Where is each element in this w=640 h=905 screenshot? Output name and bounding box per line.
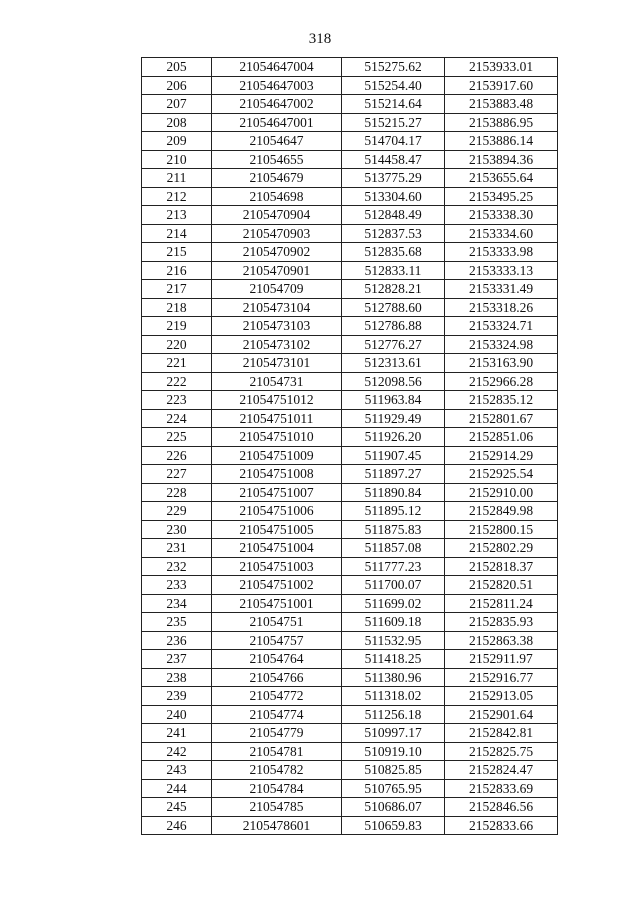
coordinate-table	[141, 57, 558, 835]
point-id-cell: 21054766	[212, 668, 342, 687]
x-coordinate-cell: 510765.95	[342, 779, 445, 798]
row-number-cell: 211	[142, 169, 212, 188]
y-coordinate-cell: 2153495.25	[445, 187, 558, 206]
x-coordinate-cell: 513775.29	[342, 169, 445, 188]
point-id-cell: 21054751001	[212, 594, 342, 613]
row-number-cell: 217	[142, 280, 212, 299]
point-id-cell: 21054647003	[212, 76, 342, 95]
y-coordinate-cell: 2152851.06	[445, 428, 558, 447]
y-coordinate-cell: 2152914.29	[445, 446, 558, 465]
point-id-cell: 21054751009	[212, 446, 342, 465]
coordinate-table-body	[142, 58, 558, 835]
x-coordinate-cell: 511907.45	[342, 446, 445, 465]
point-id-cell: 21054709	[212, 280, 342, 299]
y-coordinate-cell: 2152842.81	[445, 724, 558, 743]
y-coordinate-cell: 2152825.75	[445, 742, 558, 761]
x-coordinate-cell: 511929.49	[342, 409, 445, 428]
table-row	[142, 742, 558, 761]
row-number-cell: 246	[142, 816, 212, 835]
table-row	[142, 798, 558, 817]
point-id-cell: 21054751005	[212, 520, 342, 539]
point-id-cell: 21054655	[212, 150, 342, 169]
row-number-cell: 219	[142, 317, 212, 336]
x-coordinate-cell: 513304.60	[342, 187, 445, 206]
row-number-cell: 210	[142, 150, 212, 169]
table-row	[142, 557, 558, 576]
x-coordinate-cell: 511963.84	[342, 391, 445, 410]
table-row	[142, 132, 558, 151]
x-coordinate-cell: 510659.83	[342, 816, 445, 835]
row-number-cell: 209	[142, 132, 212, 151]
y-coordinate-cell: 2152849.98	[445, 502, 558, 521]
x-coordinate-cell: 512848.49	[342, 206, 445, 225]
table-row	[142, 631, 558, 650]
table-row	[142, 317, 558, 336]
point-id-cell: 21054751002	[212, 576, 342, 595]
x-coordinate-cell: 512313.61	[342, 354, 445, 373]
table-row	[142, 243, 558, 262]
row-number-cell: 224	[142, 409, 212, 428]
point-id-cell: 21054751006	[212, 502, 342, 521]
table-row	[142, 668, 558, 687]
row-number-cell: 233	[142, 576, 212, 595]
y-coordinate-cell: 2152925.54	[445, 465, 558, 484]
row-number-cell: 225	[142, 428, 212, 447]
y-coordinate-cell: 2152833.66	[445, 816, 558, 835]
table-row	[142, 761, 558, 780]
table-row	[142, 576, 558, 595]
y-coordinate-cell: 2152846.56	[445, 798, 558, 817]
table-row	[142, 594, 558, 613]
y-coordinate-cell: 2152811.24	[445, 594, 558, 613]
table-row	[142, 354, 558, 373]
table-row	[142, 465, 558, 484]
row-number-cell: 223	[142, 391, 212, 410]
y-coordinate-cell: 2153333.98	[445, 243, 558, 262]
row-number-cell: 207	[142, 95, 212, 114]
row-number-cell: 236	[142, 631, 212, 650]
y-coordinate-cell: 2153324.71	[445, 317, 558, 336]
point-id-cell: 21054782	[212, 761, 342, 780]
point-id-cell: 2105470902	[212, 243, 342, 262]
table-row	[142, 409, 558, 428]
y-coordinate-cell: 2153886.95	[445, 113, 558, 132]
x-coordinate-cell: 511890.84	[342, 483, 445, 502]
x-coordinate-cell: 511857.08	[342, 539, 445, 558]
y-coordinate-cell: 2153163.90	[445, 354, 558, 373]
x-coordinate-cell: 511318.02	[342, 687, 445, 706]
x-coordinate-cell: 511875.83	[342, 520, 445, 539]
y-coordinate-cell: 2152835.12	[445, 391, 558, 410]
table-row	[142, 391, 558, 410]
point-id-cell: 21054757	[212, 631, 342, 650]
x-coordinate-cell: 512098.56	[342, 372, 445, 391]
row-number-cell: 205	[142, 58, 212, 77]
row-number-cell: 229	[142, 502, 212, 521]
row-number-cell: 234	[142, 594, 212, 613]
y-coordinate-cell: 2152801.67	[445, 409, 558, 428]
y-coordinate-cell: 2152916.77	[445, 668, 558, 687]
y-coordinate-cell: 2152901.64	[445, 705, 558, 724]
row-number-cell: 228	[142, 483, 212, 502]
y-coordinate-cell: 2153883.48	[445, 95, 558, 114]
table-row	[142, 169, 558, 188]
row-number-cell: 214	[142, 224, 212, 243]
point-id-cell: 21054751011	[212, 409, 342, 428]
point-id-cell: 21054731	[212, 372, 342, 391]
row-number-cell: 235	[142, 613, 212, 632]
y-coordinate-cell: 2153331.49	[445, 280, 558, 299]
table-row	[142, 724, 558, 743]
table-row	[142, 446, 558, 465]
y-coordinate-cell: 2152802.29	[445, 539, 558, 558]
y-coordinate-cell: 2152966.28	[445, 372, 558, 391]
point-id-cell: 21054781	[212, 742, 342, 761]
y-coordinate-cell: 2153886.14	[445, 132, 558, 151]
row-number-cell: 244	[142, 779, 212, 798]
x-coordinate-cell: 511926.20	[342, 428, 445, 447]
x-coordinate-cell: 512788.60	[342, 298, 445, 317]
row-number-cell: 212	[142, 187, 212, 206]
row-number-cell: 241	[142, 724, 212, 743]
row-number-cell: 221	[142, 354, 212, 373]
point-id-cell: 21054774	[212, 705, 342, 724]
row-number-cell: 215	[142, 243, 212, 262]
table-row	[142, 298, 558, 317]
y-coordinate-cell: 2152863.38	[445, 631, 558, 650]
table-row	[142, 483, 558, 502]
y-coordinate-cell: 2152910.00	[445, 483, 558, 502]
x-coordinate-cell: 511532.95	[342, 631, 445, 650]
table-row	[142, 150, 558, 169]
table-row	[142, 650, 558, 669]
row-number-cell: 237	[142, 650, 212, 669]
table-row	[142, 76, 558, 95]
x-coordinate-cell: 512786.88	[342, 317, 445, 336]
x-coordinate-cell: 512776.27	[342, 335, 445, 354]
row-number-cell: 218	[142, 298, 212, 317]
row-number-cell: 213	[142, 206, 212, 225]
x-coordinate-cell: 515214.64	[342, 95, 445, 114]
y-coordinate-cell: 2153917.60	[445, 76, 558, 95]
table-row	[142, 520, 558, 539]
y-coordinate-cell: 2152800.15	[445, 520, 558, 539]
x-coordinate-cell: 515254.40	[342, 76, 445, 95]
x-coordinate-cell: 511418.25	[342, 650, 445, 669]
table-row	[142, 335, 558, 354]
point-id-cell: 21054784	[212, 779, 342, 798]
y-coordinate-cell: 2152824.47	[445, 761, 558, 780]
point-id-cell: 21054647004	[212, 58, 342, 77]
y-coordinate-cell: 2152820.51	[445, 576, 558, 595]
table-row	[142, 502, 558, 521]
point-id-cell: 2105470901	[212, 261, 342, 280]
table-row	[142, 816, 558, 835]
table-row	[142, 95, 558, 114]
x-coordinate-cell: 511699.02	[342, 594, 445, 613]
table-row	[142, 428, 558, 447]
y-coordinate-cell: 2152835.93	[445, 613, 558, 632]
table-row	[142, 539, 558, 558]
point-id-cell: 2105470904	[212, 206, 342, 225]
row-number-cell: 216	[142, 261, 212, 280]
y-coordinate-cell: 2153655.64	[445, 169, 558, 188]
row-number-cell: 230	[142, 520, 212, 539]
x-coordinate-cell: 515215.27	[342, 113, 445, 132]
point-id-cell: 21054751012	[212, 391, 342, 410]
row-number-cell: 227	[142, 465, 212, 484]
row-number-cell: 240	[142, 705, 212, 724]
table-row	[142, 187, 558, 206]
y-coordinate-cell: 2153894.36	[445, 150, 558, 169]
x-coordinate-cell: 511700.07	[342, 576, 445, 595]
table-row	[142, 779, 558, 798]
row-number-cell: 231	[142, 539, 212, 558]
row-number-cell: 208	[142, 113, 212, 132]
x-coordinate-cell: 511256.18	[342, 705, 445, 724]
y-coordinate-cell: 2153933.01	[445, 58, 558, 77]
table-row	[142, 113, 558, 132]
point-id-cell: 2105473102	[212, 335, 342, 354]
row-number-cell: 232	[142, 557, 212, 576]
x-coordinate-cell: 511897.27	[342, 465, 445, 484]
point-id-cell: 21054751003	[212, 557, 342, 576]
point-id-cell: 21054779	[212, 724, 342, 743]
table-row	[142, 280, 558, 299]
point-id-cell: 21054751004	[212, 539, 342, 558]
x-coordinate-cell: 510997.17	[342, 724, 445, 743]
y-coordinate-cell: 2152913.05	[445, 687, 558, 706]
x-coordinate-cell: 510919.10	[342, 742, 445, 761]
x-coordinate-cell: 510825.85	[342, 761, 445, 780]
point-id-cell: 2105470903	[212, 224, 342, 243]
point-id-cell: 21054772	[212, 687, 342, 706]
x-coordinate-cell: 511777.23	[342, 557, 445, 576]
table-row	[142, 372, 558, 391]
y-coordinate-cell: 2153334.60	[445, 224, 558, 243]
point-id-cell: 21054647001	[212, 113, 342, 132]
y-coordinate-cell: 2152818.37	[445, 557, 558, 576]
y-coordinate-cell: 2153324.98	[445, 335, 558, 354]
y-coordinate-cell: 2152911.97	[445, 650, 558, 669]
x-coordinate-cell: 511895.12	[342, 502, 445, 521]
table-row	[142, 705, 558, 724]
point-id-cell: 21054751007	[212, 483, 342, 502]
x-coordinate-cell: 514704.17	[342, 132, 445, 151]
point-id-cell: 21054679	[212, 169, 342, 188]
row-number-cell: 226	[142, 446, 212, 465]
table-row	[142, 687, 558, 706]
point-id-cell: 21054751010	[212, 428, 342, 447]
row-number-cell: 243	[142, 761, 212, 780]
point-id-cell: 21054751008	[212, 465, 342, 484]
row-number-cell: 239	[142, 687, 212, 706]
x-coordinate-cell: 512828.21	[342, 280, 445, 299]
point-id-cell: 21054785	[212, 798, 342, 817]
x-coordinate-cell: 515275.62	[342, 58, 445, 77]
row-number-cell: 206	[142, 76, 212, 95]
x-coordinate-cell: 511609.18	[342, 613, 445, 632]
x-coordinate-cell: 512835.68	[342, 243, 445, 262]
point-id-cell: 21054751	[212, 613, 342, 632]
x-coordinate-cell: 510686.07	[342, 798, 445, 817]
y-coordinate-cell: 2153318.26	[445, 298, 558, 317]
table-row	[142, 58, 558, 77]
point-id-cell: 2105478601	[212, 816, 342, 835]
y-coordinate-cell: 2153338.30	[445, 206, 558, 225]
row-number-cell: 238	[142, 668, 212, 687]
point-id-cell: 21054647	[212, 132, 342, 151]
x-coordinate-cell: 514458.47	[342, 150, 445, 169]
x-coordinate-cell: 511380.96	[342, 668, 445, 687]
point-id-cell: 21054647002	[212, 95, 342, 114]
row-number-cell: 242	[142, 742, 212, 761]
point-id-cell: 2105473104	[212, 298, 342, 317]
table-row	[142, 261, 558, 280]
y-coordinate-cell: 2153333.13	[445, 261, 558, 280]
table-row	[142, 224, 558, 243]
x-coordinate-cell: 512837.53	[342, 224, 445, 243]
point-id-cell: 2105473103	[212, 317, 342, 336]
x-coordinate-cell: 512833.11	[342, 261, 445, 280]
y-coordinate-cell: 2152833.69	[445, 779, 558, 798]
point-id-cell: 2105473101	[212, 354, 342, 373]
row-number-cell: 245	[142, 798, 212, 817]
point-id-cell: 21054698	[212, 187, 342, 206]
row-number-cell: 220	[142, 335, 212, 354]
point-id-cell: 21054764	[212, 650, 342, 669]
table-row	[142, 206, 558, 225]
page-number: 318	[308, 31, 332, 47]
table-row	[142, 613, 558, 632]
row-number-cell: 222	[142, 372, 212, 391]
